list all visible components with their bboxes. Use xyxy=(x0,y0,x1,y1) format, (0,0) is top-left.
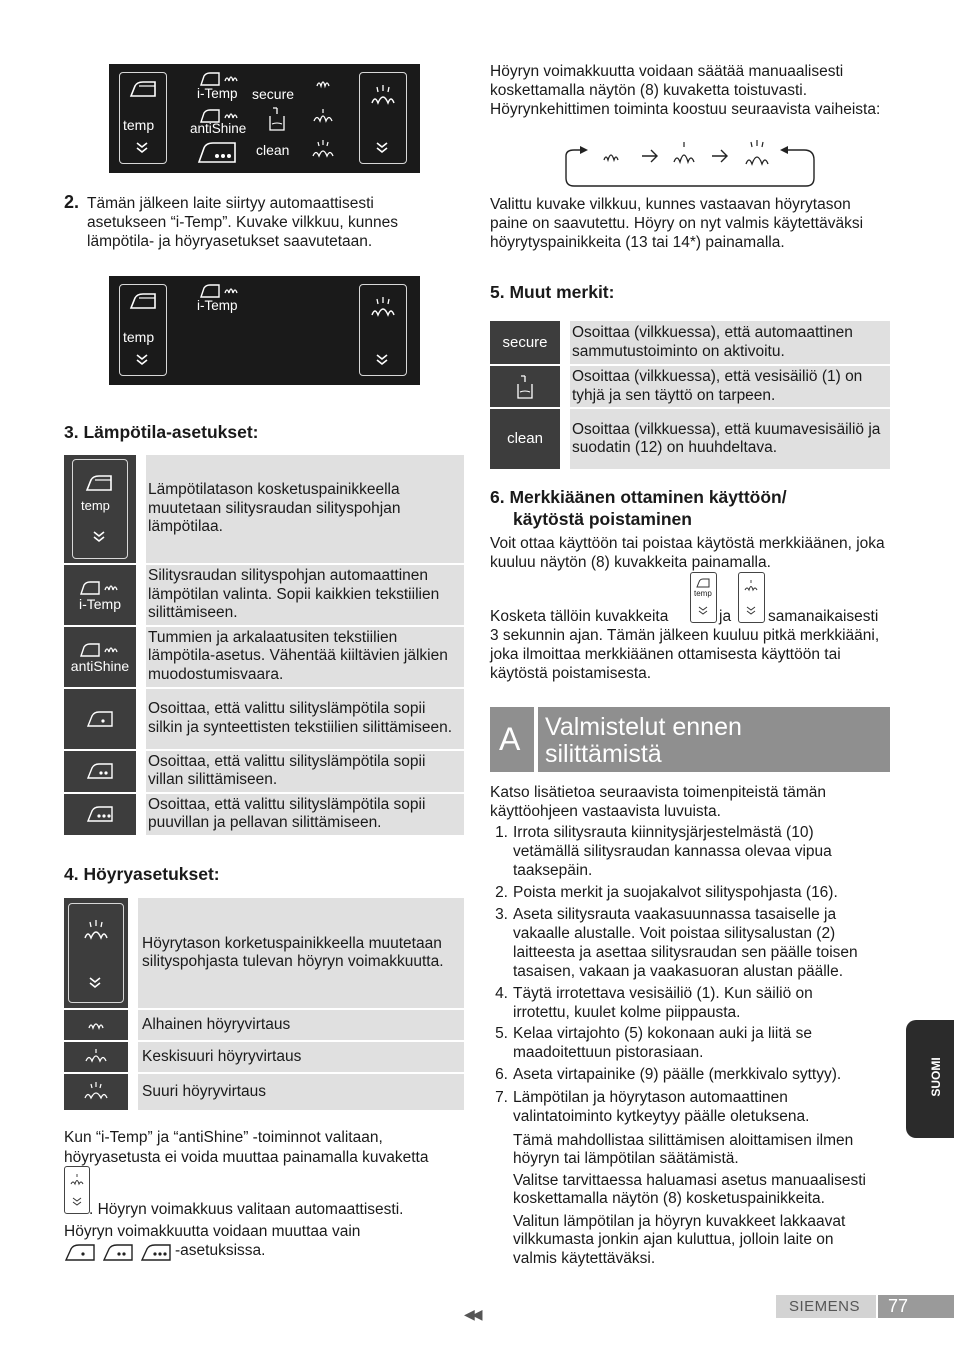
step-7-sub1-line1: Tämä mahdollistaa silittämisen aloittamisen ilmen xyxy=(513,1132,854,1149)
temp-label: temp xyxy=(694,589,712,598)
icon-cell xyxy=(490,409,570,469)
step-7-sub1-line2: höyryn tai lämpötilan säätämistä. xyxy=(513,1150,739,1167)
itemp-note-line3: . Höyryn voimakkuus valitaan automaattisesti. xyxy=(89,1201,404,1218)
description: Tummien ja arkalaatusiten tekstiilien lämpötila-asetus. Vähentää kiiltävien jälkien muodostumisvaara. xyxy=(146,627,464,687)
icon-cell xyxy=(490,366,570,407)
step-number: 5. xyxy=(495,1025,508,1042)
step-number: 6. xyxy=(495,1066,508,1083)
step-7-sub3-line3: valmis käytettäväksi. xyxy=(513,1250,656,1267)
description: Osoittaa, että valittu silityslämpötila sopii puuvillan ja pellavan silittämiseen. xyxy=(146,794,464,835)
step-7-sub2-line1: Valitse tarvittaessa haluamasi asetus manuaalisesti xyxy=(513,1172,866,1189)
icon-cell xyxy=(64,1010,138,1040)
temperature-settings-table xyxy=(64,453,464,837)
temp-label: temp xyxy=(123,117,155,133)
water-tank-icon xyxy=(515,374,535,400)
table-row xyxy=(64,689,464,749)
icon-cell xyxy=(64,455,146,563)
footer-page-bar xyxy=(878,1295,954,1318)
footer-brand-bar xyxy=(776,1295,876,1318)
description: Höyrytason korketuspainikkeella muutetaan silityspohjasta tulevan höyryn voimakkuutta. xyxy=(138,898,464,1008)
steam-blink-text: Valittu kuvake vilkkuu, kunnes vastaavan höyrytason paine on saavutettu. Höyry on nyt valmis käytettäväksi höyrytyspainikkeita (13 tai 14*) painamalla. xyxy=(490,196,864,251)
section-6-para1: Voit ottaa käyttöön tai poistaa käytöstä merkkiäänen, joka kuuluu näytön (8) kuvakkeita painamalla. xyxy=(490,535,885,571)
section-6-para2d: 3 sekunnin ajan. Tämän jälkeen kuuluu pitkä merkkiääni, joka ilmoittaa merkkiäänen ottamisesta käyttöön tai käytöstä poistamisesta. xyxy=(490,627,880,682)
description: Osoittaa (vilkkuessa), että kuumavesisäiliö ja suodatin (12) on huuhdeltava. xyxy=(570,409,890,469)
chevron-down-icon xyxy=(88,976,102,990)
step-text-line: tasaisen, vakaan ja vaakasuoran alustan päälle. xyxy=(513,963,844,980)
step-text-line: maadoitettuun pistorasiaan. xyxy=(513,1044,704,1061)
section-5-title: 5. Muut merkit: xyxy=(490,282,615,302)
steam-button-small-icon xyxy=(738,572,765,623)
table-row xyxy=(490,321,890,364)
steam-high-icon xyxy=(82,918,110,944)
description: Osoittaa (vilkkuessa), että automaattinen sammutustoiminto on aktivoitu. xyxy=(570,321,890,364)
steam-high-icon xyxy=(746,157,768,164)
step-2-text: Tämän jälkeen laite siirtyy automaattisesti asetukseen “i-Temp”. Kuvake vilkkuu, kunnes lämpötila- ja höyryasetukset saavutetaan. xyxy=(87,195,399,250)
step-text-line: Täytä irrotettava vesisäiliö (1). Kun säiliö on xyxy=(513,985,813,1002)
control-panel-itemp xyxy=(109,276,420,385)
section-4-title: 4. Höyryasetukset: xyxy=(64,864,220,884)
iron-outline-icon xyxy=(85,474,113,492)
section-a-title-line1: Valmistelut ennen xyxy=(545,713,742,741)
iron-1-dot-icon xyxy=(86,710,114,728)
section-6-title-line2: käytöstä poistaminen xyxy=(513,509,692,529)
temp-button[interactable] xyxy=(119,72,167,164)
chevron-down-icon xyxy=(135,353,149,367)
temp-button-small-icon xyxy=(690,572,717,623)
table-row xyxy=(64,794,464,835)
description: Silitysraudan silityspohjan automaattinen lämpötilan valinta. Sopii kaikkien tekstiilien silittämiseen. xyxy=(146,565,464,625)
chevron-down-icon xyxy=(375,141,389,155)
step-7-sub2-line2: koskettamalla näytön (8) kosketuspainikkeita. xyxy=(513,1190,825,1207)
iron-outline-icon xyxy=(129,80,157,98)
description: Keskisuuri höyryvirtaus xyxy=(138,1042,464,1072)
description: Osoittaa (vilkkuessa), että vesisäiliö (1) on tyhjä ja sen täyttö on tarpeen. xyxy=(570,366,890,407)
control-panel-full xyxy=(109,64,420,173)
table-row xyxy=(64,1074,464,1110)
steam-medium-icon xyxy=(674,155,694,162)
step-number: 1. xyxy=(495,824,508,841)
steam-high-icon xyxy=(70,1173,84,1187)
step-number: 4. xyxy=(495,985,508,1002)
clean-label: clean xyxy=(256,142,290,158)
step-number: 3. xyxy=(495,906,508,923)
step-text-line: Poista merkit ja suojakalvot silityspohjasta (16). xyxy=(513,884,838,901)
clean-label: clean xyxy=(507,430,543,447)
step-text-line: valintatoiminto kytkeytyy päälle oletuksena. xyxy=(513,1108,810,1125)
steam-medium-icon xyxy=(312,108,334,126)
description: Alhainen höyryvirtaus xyxy=(138,1010,464,1040)
itemp-icon xyxy=(79,578,121,596)
other-symbols-table xyxy=(490,319,890,471)
chevron-down-icon xyxy=(72,1197,82,1207)
temp-button[interactable] xyxy=(119,284,167,376)
language-tab xyxy=(906,1020,954,1138)
icon-cell xyxy=(64,1042,138,1072)
section-a-title-line2: silittämistä xyxy=(545,740,662,768)
steam-low-icon xyxy=(604,155,618,160)
itemp-icon xyxy=(199,281,239,299)
chevron-down-icon xyxy=(746,606,756,616)
steam-high-icon xyxy=(311,138,335,162)
table-row xyxy=(490,366,890,407)
steam-medium-icon xyxy=(84,1048,108,1066)
step-text-line: vakaalle alustalle. Voit poistaa silitysalustan (2) xyxy=(513,925,836,942)
steam-high-icon xyxy=(83,1080,109,1104)
footer-brand: SIEMENS xyxy=(789,1298,861,1315)
steam-high-icon xyxy=(369,295,397,321)
itemp-note-line4: Höyryn voimakkuutta voidaan muuttaa vain xyxy=(64,1223,361,1240)
step-text-line: Aseta virtapainike (9) päälle (merkkivalo syttyy). xyxy=(513,1066,842,1083)
icon-cell xyxy=(64,898,138,1008)
page-number: 77 xyxy=(888,1296,909,1316)
step-text-line: Kelaa virtajohto (5) kokonaan auki ja liitä se xyxy=(513,1025,812,1042)
section-a-header xyxy=(490,707,890,772)
icon-cell xyxy=(64,1074,138,1110)
table-row xyxy=(64,751,464,792)
chevron-down-icon xyxy=(92,530,106,544)
section-6-para2c: samanaikaisesti xyxy=(768,608,879,625)
step-text-line: laitteesta ja asettaa silitysraudan sen päälle toisen xyxy=(513,944,858,961)
step-number: 2. xyxy=(495,884,508,901)
antishine-label: antiShine xyxy=(70,657,130,674)
itemp-label: i-Temp xyxy=(197,298,238,313)
steam-low-icon xyxy=(87,1018,105,1032)
itemp-note-line1: Kun “i-Temp” ja “antiShine” -toiminnot valitaan, xyxy=(64,1129,383,1146)
description: Osoittaa, että valittu silityslämpötila sopii villan silittämiseen. xyxy=(146,751,464,792)
step-7-sub3-line1: Valitun lämpötilan ja höyryn kuvakkeet lakkaavat xyxy=(513,1213,846,1230)
table-row xyxy=(64,1042,464,1072)
step-number: 7. xyxy=(495,1089,508,1106)
iron-2-dot-icon xyxy=(102,1242,134,1262)
itemp-icon xyxy=(199,69,239,87)
step-text-line: Lämpötilan ja höyrytason automaattinen xyxy=(513,1089,788,1106)
language-tab-label: SUOMI xyxy=(929,1057,943,1097)
step-text-line: taaksepäin. xyxy=(513,862,593,879)
section-3-title: 3. Lämpötila-asetukset: xyxy=(64,422,259,442)
table-row xyxy=(64,455,464,563)
chevron-down-icon xyxy=(375,353,389,367)
itemp-note-line5: -asetuksissa. xyxy=(175,1242,266,1259)
step-text-line: Irrota silitysrauta kiinnitysjärjestelmästä (10) xyxy=(513,824,814,841)
steam-button[interactable] xyxy=(359,72,407,164)
chevron-down-icon xyxy=(135,141,149,155)
step-2-number: 2. xyxy=(64,192,80,212)
step-text-line: vetämällä silitysraudan kannassa olevaa vipua xyxy=(513,843,832,860)
steam-high-icon xyxy=(369,83,397,109)
description: Osoittaa, että valittu silityslämpötila sopii silkin ja synteettisten tekstiilien silittämiseen. xyxy=(146,689,464,749)
steam-cycle-diagram xyxy=(562,138,818,190)
antishine-label: antiShine xyxy=(190,121,247,136)
table-row xyxy=(64,1010,464,1040)
table-row xyxy=(64,565,464,625)
steam-low-icon xyxy=(315,76,331,90)
itemp-label: i-Temp xyxy=(78,595,121,612)
section-a-intro: Katso lisätietoa seuraavista toimenpiteistä tämän käyttöohjeen vastaavista luvuista. xyxy=(490,784,827,820)
table-row xyxy=(64,627,464,687)
steam-settings-table xyxy=(64,896,464,1112)
steam-intro-text: Höyryn voimakkuutta voidaan säätää manuaalisesti koskettamalla näytön (8) kuvaketta toistuvasti. Höyrynkehittimen toiminta koostuu seuraavista vaiheista: xyxy=(490,63,881,118)
description: Lämpötilatason kosketuspainikkeella muutetaan silitysraudan silityspohjan lämpötilaa. xyxy=(146,455,464,563)
section-6-para2b: ja xyxy=(719,608,732,625)
step-7-sub3-line2: vilkkumasta jonkin ajan kuluttua, jolloin laite on xyxy=(513,1231,834,1248)
iron-outline-icon xyxy=(696,578,710,588)
iron-outline-icon xyxy=(129,292,157,310)
chevron-down-icon xyxy=(698,606,708,616)
section-6-title-line1: 6. Merkkiäänen ottaminen käyttöön/ xyxy=(490,487,787,507)
icon-cell xyxy=(64,565,146,625)
steam-button-small-icon xyxy=(64,1166,90,1214)
icon-cell xyxy=(64,751,146,792)
itemp-note-line2: höyryasetusta ei voida muuttaa painamalla kuvaketta xyxy=(64,1149,429,1166)
iron-3-dot-icon xyxy=(140,1242,172,1262)
description: Suuri höyryvirtaus xyxy=(138,1074,464,1110)
iron-2-dot-icon xyxy=(86,762,114,780)
iron-1-dot-icon xyxy=(64,1242,96,1262)
section-6-para2a: Kosketa tällöin kuvakkeita xyxy=(490,608,669,625)
iron-3-dot-icon xyxy=(86,805,114,823)
table-row xyxy=(490,409,890,469)
itemp-label: i-Temp xyxy=(197,86,238,101)
table-row xyxy=(64,898,464,1008)
secure-label: secure xyxy=(252,86,295,102)
temp-label: temp xyxy=(123,329,155,345)
icon-cell xyxy=(490,321,570,364)
icon-cell xyxy=(64,794,146,835)
step-text-line: irrotettu, kuulet kolme piippausta. xyxy=(513,1004,741,1021)
steam-button[interactable] xyxy=(359,284,407,376)
icon-cell xyxy=(64,689,146,749)
water-tank-icon xyxy=(267,106,287,132)
antishine-icon xyxy=(79,640,121,658)
icon-cell xyxy=(64,627,146,687)
steam-high-icon xyxy=(744,579,758,593)
temp-label: temp xyxy=(81,498,110,513)
iron-3-dot-icon xyxy=(197,140,237,164)
secure-label: secure xyxy=(502,333,548,351)
section-a-letter: A xyxy=(499,721,521,757)
step-text-line: Aseta silitysrauta vaakasuunnassa tasaiselle ja xyxy=(513,906,837,923)
nav-arrows: ◀◀ xyxy=(464,1306,480,1322)
